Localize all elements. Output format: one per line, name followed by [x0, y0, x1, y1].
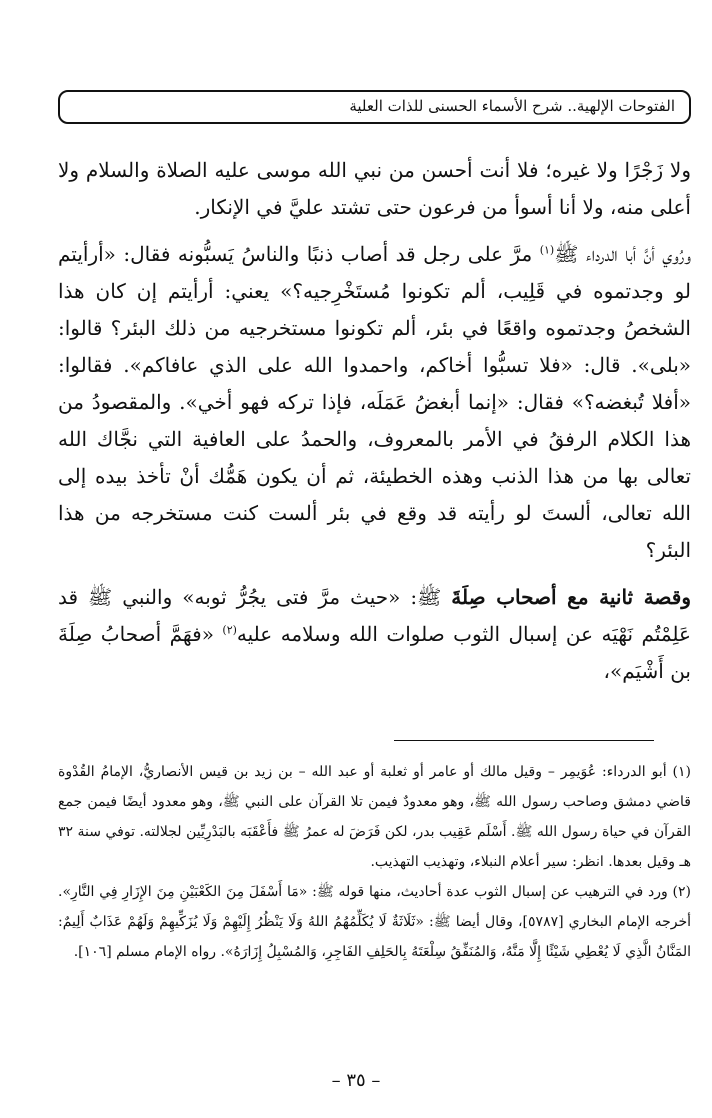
- footnote-divider: [394, 740, 654, 741]
- paragraph-3-heading: وقصة ثانية مع أصحاب صِلَةَ: [451, 585, 691, 609]
- paragraph-2-rest: مرَّ على رجل قد أصاب ذنبًا والناسُ يَسبُّونه فقال: «أرأيتم لو وجدتموه في قَلِيب، ألم تكونوا مُستَخْرِجيه؟» يعني: أرأيتم إن كان هذا الشخصُ وجدتموه واقعًا في بئر، ألم تكونوا مستخرجيه من ذلك البئر؟ قالوا: «بلى». قال: «فلا تسبُّوا أخاكم، واحمدوا الله على الذي عافاكم». فقالوا: «أفلا تُبغضه؟» فقال: «إنما أبغضُ عَمَلَه، فإذا تركه فهو أخي». والمقصودُ من هذا الكلام الرفقُ في الأمر بالمعروف، والحمدُ على العافية التي نجَّاك الله تعالى بها من هذا الذنب وهذه الخطيئة، ثم أن يكون هَمُّك أنْ تأخذ بيده إلى الله تعالى، ألستَ لو رأيته قد وقع في بئر ألست كنت مستخرجه من هذا البئر؟: [58, 242, 691, 562]
- footnote-ref-2: (٢): [222, 623, 237, 637]
- paragraph-2: [58, 236, 691, 569]
- main-text: [58, 152, 691, 690]
- footnotes: [58, 757, 691, 967]
- running-header-title: الفتوحات الإلهية.. شرح الأسماء الحسنى للذات العلية: [349, 97, 675, 115]
- paragraph-3-rest: «فهَمَّ أصحابُ صِلَةَ بن أَشْيَم»،: [58, 622, 691, 683]
- paragraph-2-start: ورُوي أنَّ أبا الدرداء ﷺ: [554, 242, 692, 266]
- page-number: – ٣٥ –: [331, 1070, 381, 1091]
- paragraph-3-start: ﷺ: «حيث مرَّ فتى يجُرُّ ثوبه» والنبي ﷺ قد عَلِمْتُم نَهْيَه عن إسبال الثوب صلوات الله وسلامه عليه: [58, 585, 691, 646]
- footnote-ref-1: (١): [539, 243, 555, 257]
- paragraph-1: ولا زَجْرًا ولا غيره؛ فلا أنت أحسن من نبي الله موسى عليه الصلاة والسلام ولا أعلى منه، ولا أنا أسوأ من فرعون حتى تشتد عليَّ في الإنكار.: [58, 158, 691, 219]
- footnote-1: (١) أبو الدرداء: عُوَيمِر – وقيل مالك أو عامر أو ثعلبة أو عبد الله – بن زيد بن قيس الأنصاريُّ، الإمامُ القُدْوة قاضي دمشق وصاحب رسول الله ﷺ، وهو معدودٌ فيمن تلا القرآن على النبي ﷺ، وهو معدود أيضًا فيمن جمع القرآن في حياة رسول الله ﷺ. أَسْلَم عَقِيب بدر، لكن فَرَضَ له عمرُ ﷺ فأَعْقَبَه بالبَدْرِيِّين لجلالته. توفي سنة ٣٢ هـ وقيل بعدها. انظر: سير أعلام النبلاء، وتهذيب التهذيب.: [58, 764, 691, 870]
- running-header: [58, 90, 691, 124]
- footnote-2: (٢) ورد في الترهيب عن إسبال الثوب عدة أحاديث، منها قوله ﷺ: «مَا أَسْفَلَ مِنَ الكَعْبَيْنِ مِنَ الإِزَارِ فِي النَّارِ». أخرجه الإمام البخاري [٥٧٨٧]، وقال أيضا ﷺ: «ثَلَاثَةٌ لَا يُكَلِّمُهُمُ اللهُ وَلَا يَنْظُرُ إِلَيْهِمْ وَلَا يُزَكِّيهِمْ وَلَهُمْ عَذَابٌ أَلِيمٌ: المَنَّانُ الَّذِي لَا يُعْطِي شَيْئًا إِلَّا مَنَّهُ، وَالمُنَفِّقُ سِلْعَتَهُ بِالحَلِفِ الفَاجِرِ، وَالمُسْبِلُ إِزَارَهُ». رواه الإمام مسلم [١٠٦].: [58, 884, 692, 960]
- paragraph-3: [58, 579, 691, 690]
